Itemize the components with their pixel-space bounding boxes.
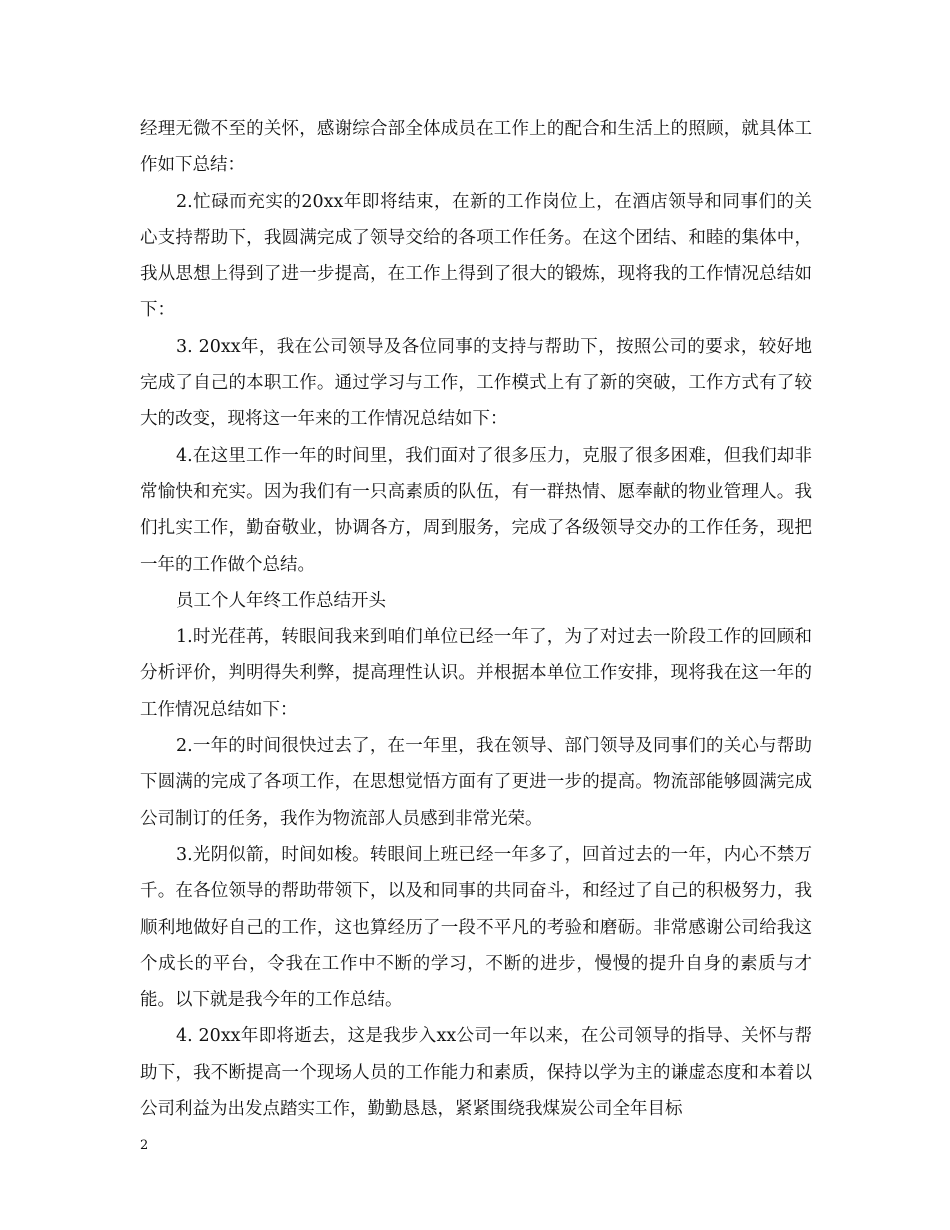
paragraph-item-2b: 2.一年的时间很快过去了，在一年里，我在领导、部门领导及同事们的关心与帮助下圆满的完成了各项工作，在思想觉悟方面有了更进一步的提高。物流部能够圆满完成公司制订的任务，我作为物流部人员感到非常光荣。 bbox=[140, 736, 812, 829]
paragraph-item-2: 2.忙碌而充实的20xx年即将结束，在新的工作岗位上，在酒店领导和同事们的关心支持帮助下，我圆满完成了领导交给的各项工作任务。在这个团结、和睦的集体中，我从思想上得到了进一步提高，在工作上得到了很大的锻炼，现将我的工作情况总结如下： bbox=[140, 191, 812, 321]
document-body bbox=[140, 111, 812, 1127]
paragraph-item-1: 1.时光荏苒，转眼间我来到咱们单位已经一年了，为了对过去一阶段工作的回顾和分析评价，判明得失利弊，提高理性认识。并根据本单位工作安排，现将我在这一年的工作情况总结如下： bbox=[140, 627, 812, 720]
paragraph-item-3b: 3.光阴似箭，时间如梭。转眼间上班已经一年多了，回首过去的一年，内心不禁万千。在各位领导的帮助带领下，以及和同事的共同奋斗，和经过了自己的积极努力，我顺利地做好自己的工作，这也算经历了一段不平凡的考验和磨砺。非常感谢公司给我这个成长的平台，令我在工作中不断的学习，不断的进步，慢慢的提升自身的素质与才能。以下就是我今年的工作总结。 bbox=[140, 844, 812, 1011]
paragraph-item-3: 3. 20xx年，我在公司领导及各位同事的支持与帮助下，按照公司的要求，较好地完成了自己的本职工作。通过学习与工作，工作模式上有了新的突破，工作方式有了较大的改变，现将这一年来的工作情况总结如下： bbox=[140, 336, 812, 430]
paragraph-item-4: 4.在这里工作一年的时间里，我们面对了很多压力，克服了很多困难，但我们却非常愉快和充实。因为我们有一只高素质的队伍，有一群热情、愿奉献的物业管理人。我们扎实工作，勤奋敬业，协调各方，周到服务，完成了各级领导交办的工作任务，现把一年的工作做个总结。 bbox=[140, 445, 812, 575]
section-heading: 员工个人年终工作总结开头 bbox=[176, 590, 386, 611]
paragraph-item-4b: 4. 20xx年即将逝去，这是我步入xx公司一年以来，在公司领导的指导、关怀与帮助下，我不断提高一个现场人员的工作能力和素质，保持以学为主的谦虚态度和本着以公司利益为出发点踏实工作，勤勤恳恳，紧紧围绕我煤炭公司全年目标 bbox=[140, 1026, 812, 1120]
paragraph-continuation: 经理无微不至的关怀，感谢综合部全体成员在工作上的配合和生活上的照顾，就具体工作如下总结： bbox=[140, 119, 812, 176]
page-number: 2 bbox=[140, 1138, 149, 1153]
